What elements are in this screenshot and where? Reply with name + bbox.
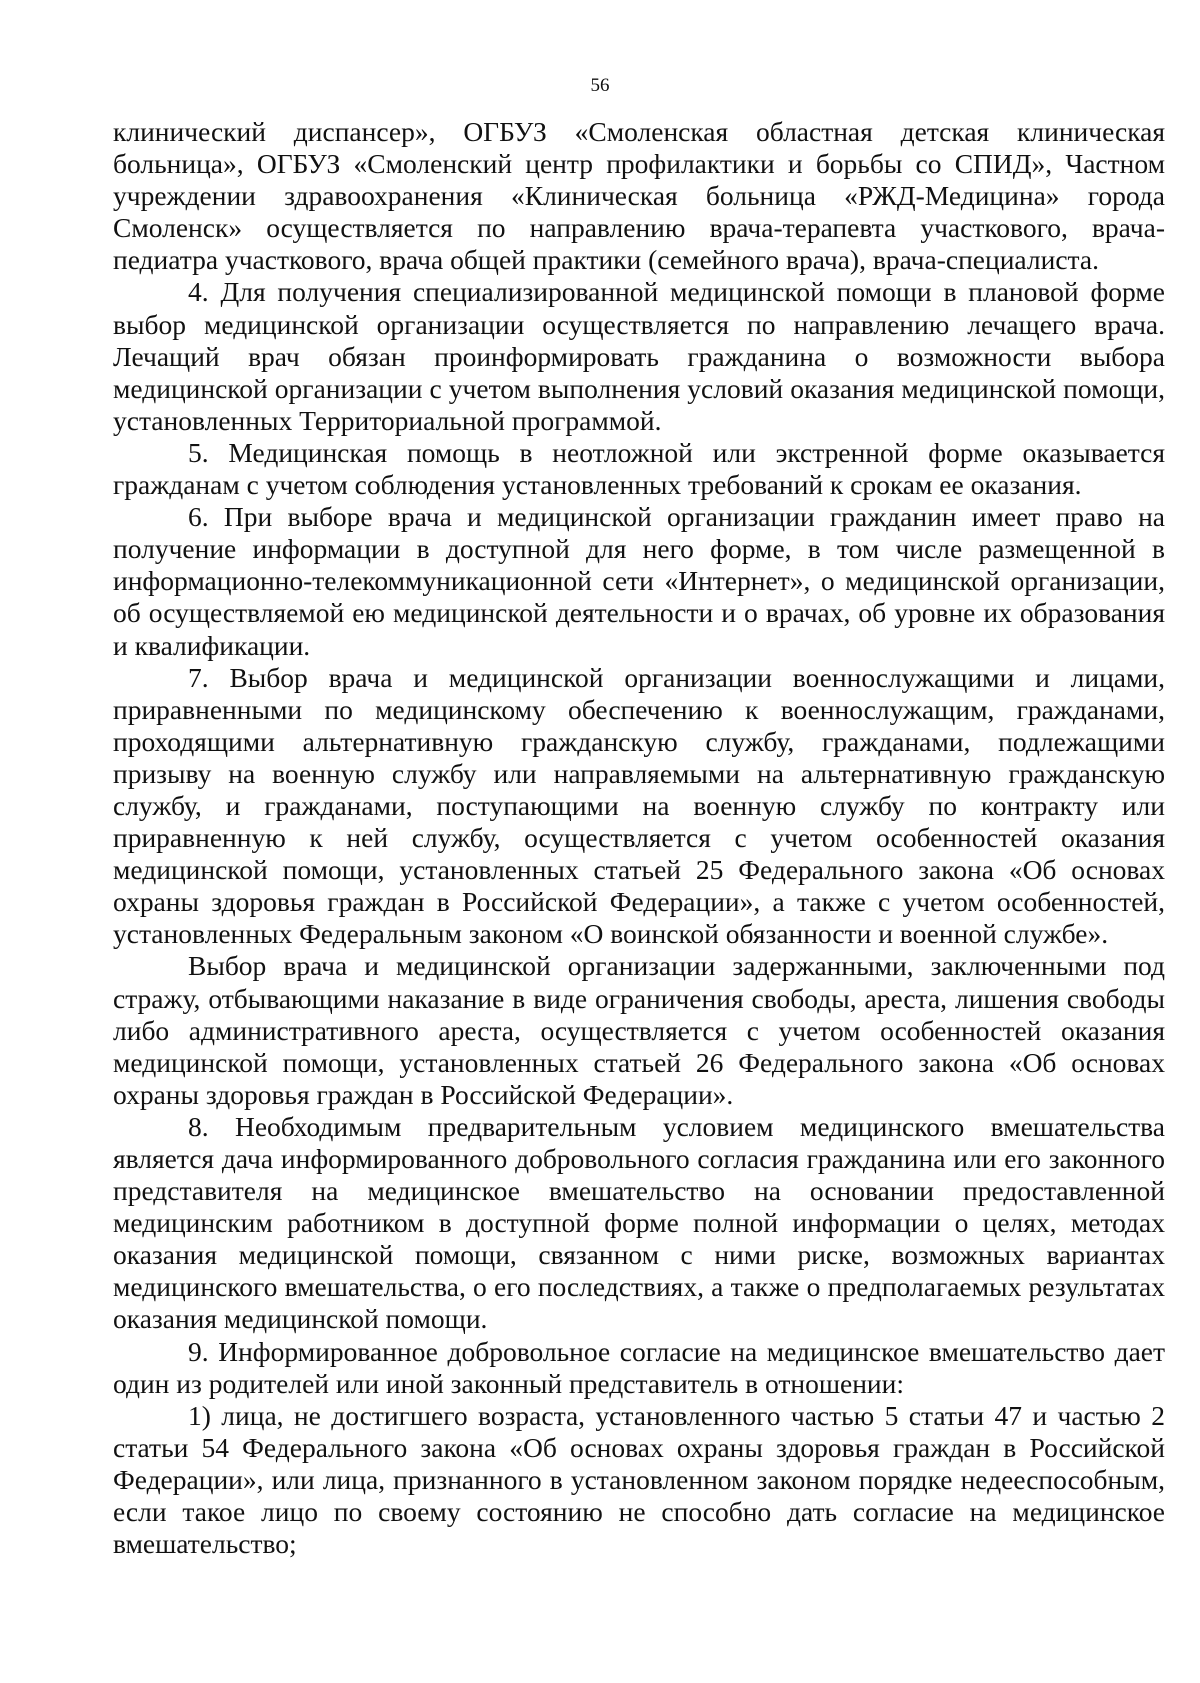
paragraph-item-7: 7. Выбор врача и медицинской организации военнослужащими и лицами, приравненными по медицинскому обеспечению к военнослужащим, гражданами, проходящими альтернативную гражданскую службу, гражданами, подлежащими призыву на военную службу или направляемыми на альтернативную гражданскую службу, и гражданами, поступающими на военную службу по контракту или приравненную к ней службу, осуществляется с учетом особенностей оказания медицинской помощи, установленных статьей 25 Федерального закона «Об основах охраны здоровья граждан в Российской Федерации», а также с учетом особенностей, установленных Федеральным законом «О воинской обязанности и военной службе».: [113, 661, 1165, 950]
paragraph-item-6: 6. При выборе врача и медицинской организации гражданин имеет право на получение информации в доступной для него форме, в том числе размещенной в информационно-телекоммуникационной сети «Интернет», о медицинской организации, об осуществляемой ею медицинской деятельности и о врачах, об уровне их образования и квалификации.: [113, 501, 1165, 661]
paragraph-item-5: 5. Медицинская помощь в неотложной или экстренной форме оказывается гражданам с учетом соблюдения установленных требований к срокам ее оказания.: [113, 436, 1165, 501]
paragraph-continuation: клинический диспансер», ОГБУЗ «Смоленская областная детская клиническая больница», ОГБУЗ «Смоленский центр профилактики и борьбы со СПИД», Частном учреждении здравоохранения «Клиническая больница «РЖД-Медицина» города Смоленск» осуществляется по направлению врача-терапевта участкового, врача-педиатра участкового, врача общей практики (семейного врача), врача-специалиста.: [113, 116, 1165, 276]
page-number: 56: [590, 75, 610, 96]
paragraph-item-9: 9. Информированное добровольное согласие на медицинское вмешательство дает один из родителей или иной законный представитель в отношении:: [113, 1335, 1165, 1399]
paragraph-item-4: 4. Для получения специализированной медицинской помощи в плановой форме выбор медицинской организации осуществляется по направлению лечащего врача. Лечащий врач обязан проинформировать гражданина о возможности выбора медицинской организации с учетом выполнения условий оказания медицинской помощи, установленных Территориальной программой.: [113, 276, 1165, 436]
paragraph-item-7-detainees: Выбор врача и медицинской организации задержанными, заключенными под стражу, отбывающими наказание в виде ограничения свободы, ареста, лишения свободы либо административного ареста, осуществляется с учетом особенностей оказания медицинской помощи, установленных статьей 26 Федерального закона «Об основах охраны здоровья граждан в Российской Федерации».: [113, 950, 1165, 1110]
paragraph-item-9-1: 1) лица, не достигшего возраста, установленного частью 5 статьи 47 и частью 2 статьи 54 Федерального закона «Об основах охраны здоровья граждан в Российской Федерации», или лица, признанного в установленном законом порядке недееспособным, если такое лицо по своему состоянию не способно дать согласие на медицинское вмешательство;: [113, 1399, 1165, 1560]
document-body: [113, 116, 1165, 1560]
paragraph-item-8: 8. Необходимым предварительным условием медицинского вмешательства является дача информированного добровольного согласия гражданина или его законного представителя на медицинское вмешательство на основании предоставленной медицинским работником в доступной форме полной информации о целях, методах оказания медицинской помощи, связанном с ними риске, возможных вариантах медицинского вмешательства, о его последствиях, а также о предполагаемых результатах оказания медицинской помощи.: [113, 1110, 1165, 1335]
